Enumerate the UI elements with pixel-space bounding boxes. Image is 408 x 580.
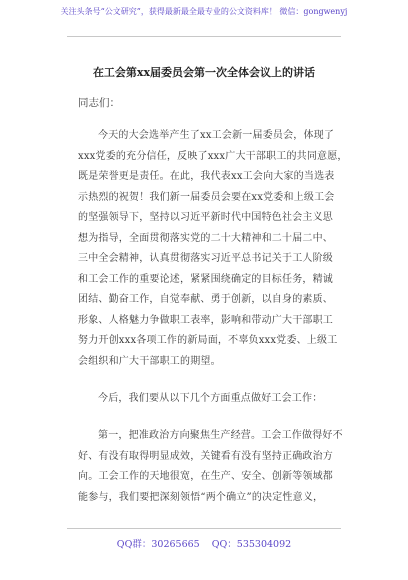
paragraph-line: 形象、人格魅力争做职工表率，影响和带动广大干部职工 <box>78 314 333 326</box>
paragraph-line: 努力开创xxx各项工作的新局面，不辜负xxx党委、上级工 <box>78 335 338 346</box>
salutation: 同志们： <box>78 97 120 109</box>
paragraph-line: 好、有没有取得明显成效，关键看有没有坚持正确政治方 <box>78 450 333 462</box>
header-note: 关注头条号“公文研究”，获得最新最全最专业的公文资料库！ 微信：gongwenyj <box>60 7 348 16</box>
paragraph-line: 想为指导，全面贯彻落实党的二十大精神和二十届二中、 <box>78 232 333 244</box>
paragraph-line: 示热烈的祝贺！我们新一届委员会要在xx党委和上级工会 <box>78 191 335 203</box>
paragraph-line: 能参与，我们要把深刻领悟“两个确立”的决定性意义， <box>78 491 324 503</box>
footer-qq-group: QQ群：30265665 <box>116 539 200 550</box>
document-title: 在工会第xx届委员会第一次全体会议上的讲话 <box>92 66 316 79</box>
footer-divider <box>67 528 341 529</box>
paragraph-line: 和工会工作的重要论述，紧紧围绕确定的目标任务，精诚 <box>78 273 333 285</box>
paragraph-line: 向。工会工作的天地很宽，在生产、安全、创新等领域都 <box>78 471 333 482</box>
paragraph-line: 第一，把准政治方向聚焦生产经营。工会工作做得好不 <box>98 430 343 441</box>
paragraph-line: 会组织和广大干部职工的期望。 <box>78 355 221 367</box>
footer-qq-number: QQ：535304092 <box>211 539 292 550</box>
paragraph-3 <box>78 426 343 508</box>
header-divider <box>67 36 341 37</box>
paragraph-line: 的坚强领导下，坚持以习近平新时代中国特色社会主义思 <box>78 212 333 223</box>
paragraph-line: 三中全会精神，认真贯彻落实习近平总书记关于工人阶级 <box>78 253 333 264</box>
footer <box>0 536 408 550</box>
paragraph-line: 今后，我们要从以下几个方面重点做好工会工作： <box>98 393 323 404</box>
paragraph-line: 既是荣誉更是责任。在此，我代表xx工会向大家的当选表 <box>78 171 335 182</box>
paragraph-line: 团结、勤奋工作，自觉奉献、勇于创新，以自身的素质、 <box>78 294 333 305</box>
paragraph-line: 今天的大会选举产生了xx工会新一届委员会，体现了 <box>98 130 335 141</box>
paragraph-2 <box>78 389 333 410</box>
paragraph-1 <box>78 126 348 372</box>
paragraph-line: xxx党委的充分信任，反映了xxx广大干部职工的共同意愿， <box>78 150 348 162</box>
